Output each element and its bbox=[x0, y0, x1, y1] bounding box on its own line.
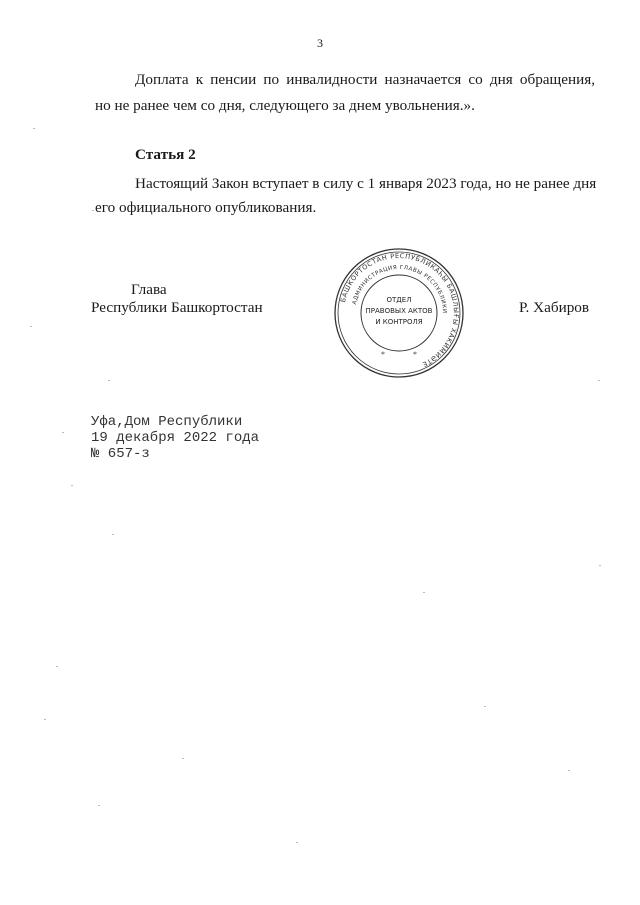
scan-speck bbox=[71, 485, 73, 486]
law-number: № 657-з bbox=[91, 446, 150, 462]
scan-speck bbox=[98, 805, 100, 806]
signing-place: Уфа,Дом Республики bbox=[91, 414, 243, 430]
scan-speck bbox=[112, 534, 114, 535]
scan-speck bbox=[44, 719, 46, 720]
stamp-star-icon: * bbox=[381, 350, 385, 359]
official-stamp bbox=[332, 246, 466, 380]
scan-speck bbox=[108, 380, 110, 381]
scan-speck bbox=[30, 326, 32, 327]
stamp-center-line: ОТДЕЛ bbox=[386, 296, 412, 304]
scan-speck bbox=[92, 210, 94, 211]
scan-speck bbox=[598, 380, 600, 381]
page-number: 3 bbox=[317, 36, 323, 50]
scan-speck bbox=[33, 128, 35, 129]
signatory-title: Глава bbox=[131, 281, 167, 298]
scan-speck bbox=[296, 842, 298, 843]
scan-speck bbox=[568, 770, 570, 771]
scan-speck bbox=[182, 758, 184, 759]
stamp-outer-text: БАШКОРТОСТАН РЕСПУБЛИКАҺЫ БАШЛЫҒЫ ХАКИМИӘТЕ bbox=[339, 251, 461, 369]
stamp-inner-text: АДМИНИСТРАЦИЯ ГЛАВЫ РЕСПУБЛИКИ bbox=[351, 264, 448, 314]
signatory-name: Р. Хабиров bbox=[519, 299, 590, 316]
scan-speck bbox=[484, 706, 486, 707]
scan-speck bbox=[62, 432, 64, 433]
paragraph-line: Настоящий Закон вступает в силу с 1 января 2023 года, но не ранее дня bbox=[135, 175, 597, 192]
signatory-title: Республики Башкортостан bbox=[91, 299, 263, 316]
stamp-star-icon: * bbox=[413, 350, 417, 359]
scan-speck bbox=[56, 666, 58, 667]
signing-date: 19 декабря 2022 года bbox=[91, 430, 260, 446]
paragraph-line: но не ранее чем со дня, следующего за днем увольнения.». bbox=[95, 97, 475, 114]
scan-speck bbox=[599, 565, 601, 566]
article-heading: Статья 2 bbox=[135, 146, 196, 163]
stamp-center-line: И КОНТРОЛЯ bbox=[375, 318, 423, 326]
paragraph-line: Доплата к пенсии по инвалидности назначается со дня обращения, bbox=[135, 71, 595, 88]
stamp-center-line: ПРАВОВЫХ АКТОВ bbox=[365, 307, 433, 315]
paragraph-line: его официального опубликования. bbox=[95, 199, 317, 216]
scan-speck bbox=[423, 592, 425, 593]
